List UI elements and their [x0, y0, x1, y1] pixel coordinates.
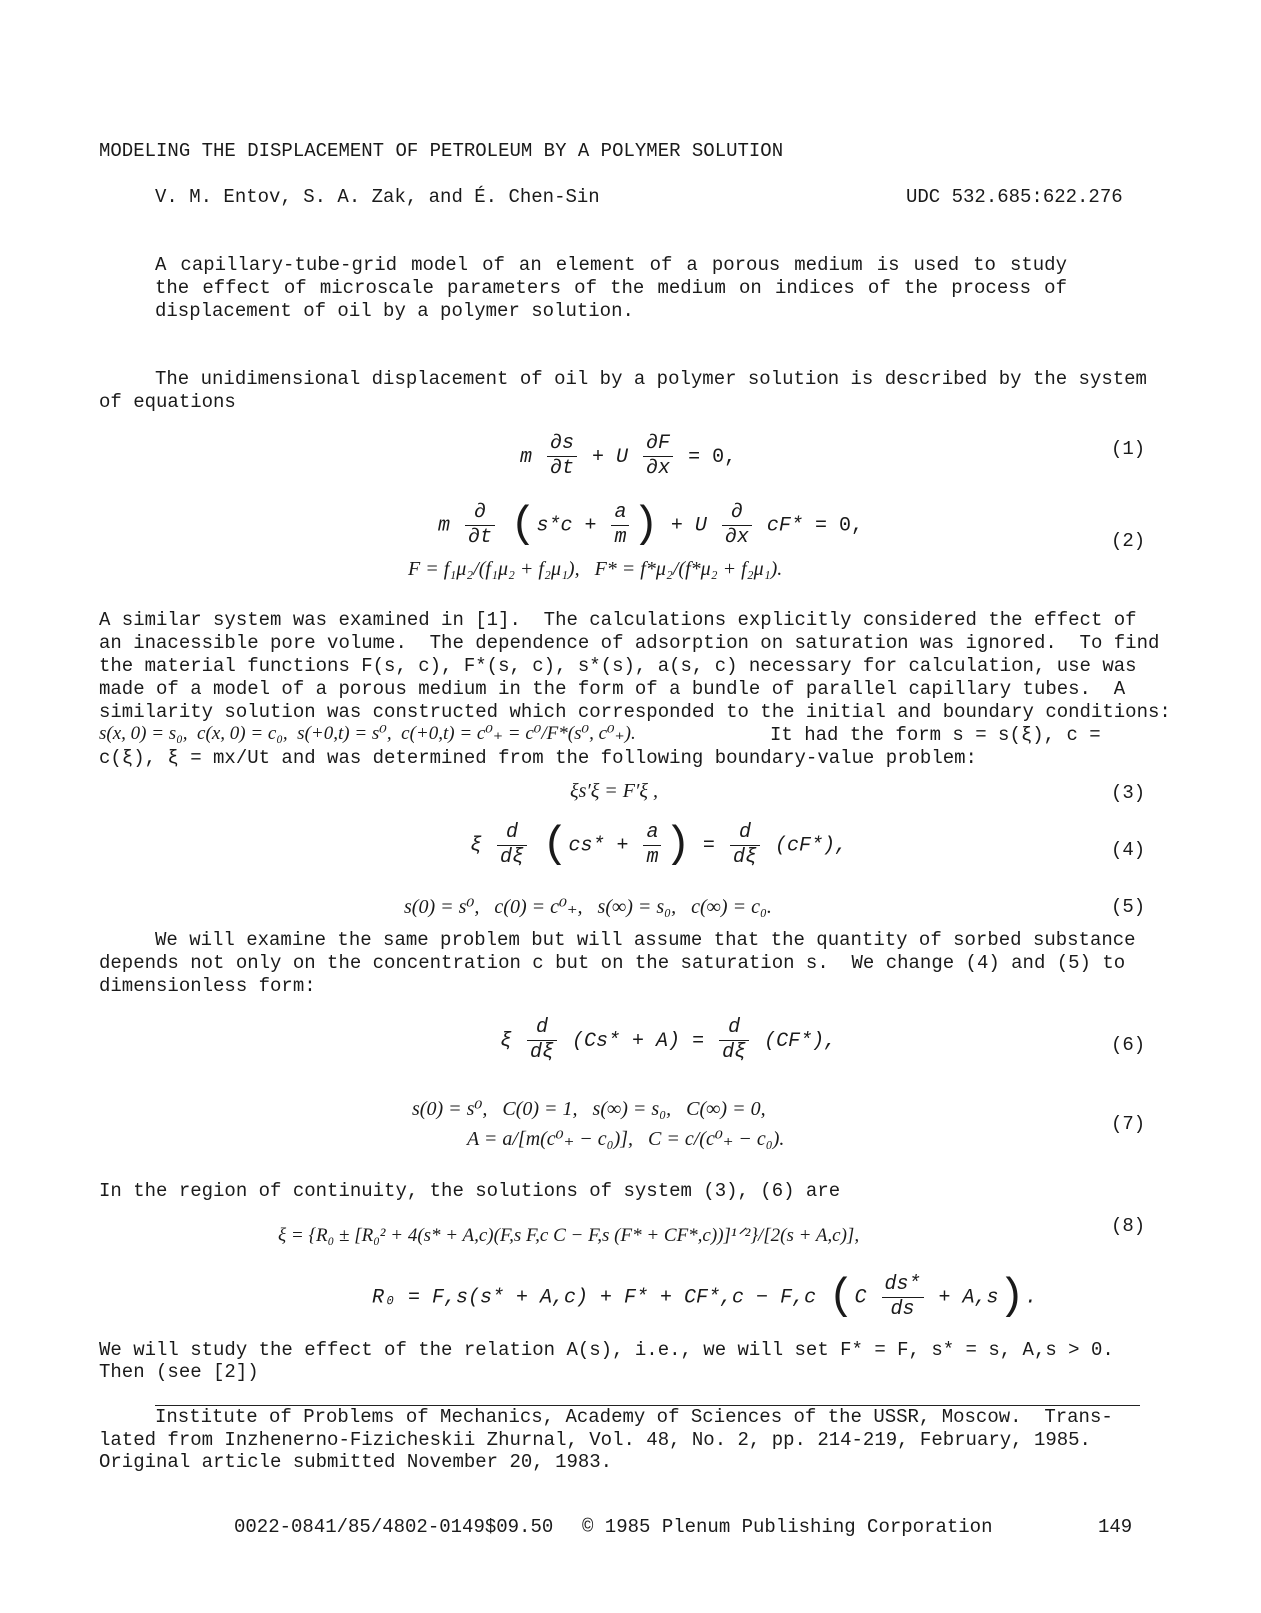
- eq-number-4: (4): [1111, 839, 1146, 861]
- equation-5: s(0) = s⁰, c(0) = c⁰₊, s(∞) = s₀, c(∞) = c₀.: [404, 896, 772, 918]
- eq-number-3: (3): [1111, 782, 1146, 804]
- footer-code: 0022-0841/85/4802-0149$09.50: [234, 1516, 554, 1538]
- equation-2-line-2: F = f₁μ₂/(f₁μ₂ + f₂μ₁), F* = f*μ₂/(f*μ₂ + f₂μ₁).: [408, 558, 783, 580]
- para2-line-3: the material functions F(s, c), F*(s, c), s*(s), a(s, c) necessary for calculation, use was: [99, 655, 1137, 677]
- para2-line-1: A similar system was examined in [1]. The calculations explicitly considered the effect of: [99, 609, 1137, 631]
- equation-2-line-1: m $\frac{\partial}{\partial t}$ (s*c + $\frac{a}{m}$ ) + U $\frac{\partial}{\partial x}$ cF* = 0,: [438, 500, 863, 550]
- para3-line-1: We will examine the same problem but will assume that the quantity of sorbed substance: [155, 929, 1136, 951]
- footnote-line-2: lated from Inzhenerno-Fizicheskii Zhurnal, Vol. 48, No. 2, pp. 214-219, February, 1985.: [99, 1429, 1091, 1451]
- para2-line-4: made of a model of a porous medium in the form of a bundle of parallel capillary tubes. A: [99, 678, 1126, 700]
- equation-7-line-2: A = a/[m(c⁰₊ − c₀)], C = c/(c⁰₊ − c₀).: [467, 1128, 785, 1150]
- para2-line-6-math: s(x, 0) = s₀, c(x, 0) = c₀, s(+0,t) = s⁰, c(+0,t) = c⁰₊ = c⁰/F*(s⁰, c⁰₊).: [99, 723, 636, 744]
- equation-8-line-1: ξ = {R₀ ± [R₀² + 4(s* + A,c)(F,s F,c C − F,s (F* + CF*,c))]¹ᐟ²}/[2(s + A,c)],: [278, 1225, 860, 1246]
- footer-copyright: © 1985 Plenum Publishing Corporation: [582, 1516, 993, 1538]
- para2-line-6-text: It had the form s = s(ξ), c =: [770, 724, 1101, 746]
- equation-8-line-2: R₀ = F,s(s* + A,c) + F* + CF*,c − F,c (C $\frac{ds*}{ds}$ + A,s).: [372, 1272, 1037, 1322]
- eq-number-7: (7): [1111, 1113, 1146, 1135]
- eq-number-6: (6): [1111, 1034, 1146, 1056]
- para5-line-1: We will study the effect of the relation A(s), i.e., we will set F* = F, s* = s, A,s > 0.: [99, 1339, 1114, 1361]
- eq-number-1: (1): [1111, 438, 1146, 460]
- paper-title: MODELING THE DISPLACEMENT OF PETROLEUM BY A POLYMER SOLUTION: [99, 140, 784, 162]
- abstract: A capillary-tube-grid model of an element of a porous medium is used to study the effect of microscale parameters of the medium on indices of the process of displacement of oil by a polymer solution.: [155, 254, 1067, 322]
- equation-3: ξs′ξ = F′ξ ,: [570, 780, 658, 802]
- para3-line-3: dimensionless form:: [99, 975, 316, 997]
- footnote-line-3: Original article submitted November 20, 1983.: [99, 1451, 613, 1473]
- para3-line-2: depends not only on the concentration c but on the saturation s. We change (4) and (5) to: [99, 952, 1126, 974]
- intro-line-2: of equations: [99, 391, 236, 413]
- equation-6: ξ $\frac{d}{d\xi}$ (Cs* + A) = $\frac{d}{d\xi}$ (CF*),: [500, 1016, 837, 1064]
- eq-number-2: (2): [1111, 530, 1146, 552]
- equation-4: ξ $\frac{d}{d\xi}$ (cs* + $\frac{a}{m}$ ) = $\frac{d}{d\xi}$ (cF*),: [470, 820, 847, 870]
- para4: In the region of continuity, the solutions of system (3), (6) are: [99, 1180, 841, 1202]
- equation-8-line-2-start: R₀ = F,s(s* + A,c) + F* + CF*,c − F,c: [372, 1286, 817, 1310]
- authors: V. M. Entov, S. A. Zak, and É. Chen-Sin: [155, 186, 600, 208]
- para5-line-2: Then (see [2]): [99, 1361, 259, 1383]
- eq-number-8: (8): [1111, 1215, 1146, 1237]
- intro-line-1: The unidimensional displacement of oil by a polymer solution is described by the system: [155, 368, 1147, 390]
- udc-code: UDC 532.685:622.276: [906, 186, 1123, 208]
- equation-1: m $\frac{\partial s}{\partial t}$ + U $\frac{\partial F}{\partial x}$ = 0,: [520, 432, 737, 480]
- para2-line-5: similarity solution was constructed which corresponded to the initial and boundary conditions:: [99, 701, 1171, 723]
- eq-number-5: (5): [1111, 896, 1146, 918]
- para2-line-2: an inacessible pore volume. The dependence of adsorption on saturation was ignored. To find: [99, 632, 1160, 654]
- equation-7-line-1: s(0) = s⁰, C(0) = 1, s(∞) = s₀, C(∞) = 0,: [412, 1098, 766, 1120]
- page-number: 149: [1098, 1516, 1133, 1538]
- footnote-line-1: Institute of Problems of Mechanics, Academy of Sciences of the USSR, Moscow. Trans-: [155, 1406, 1113, 1428]
- para2-line-7: c(ξ), ξ = mx/Ut and was determined from the following boundary-value problem:: [99, 747, 977, 769]
